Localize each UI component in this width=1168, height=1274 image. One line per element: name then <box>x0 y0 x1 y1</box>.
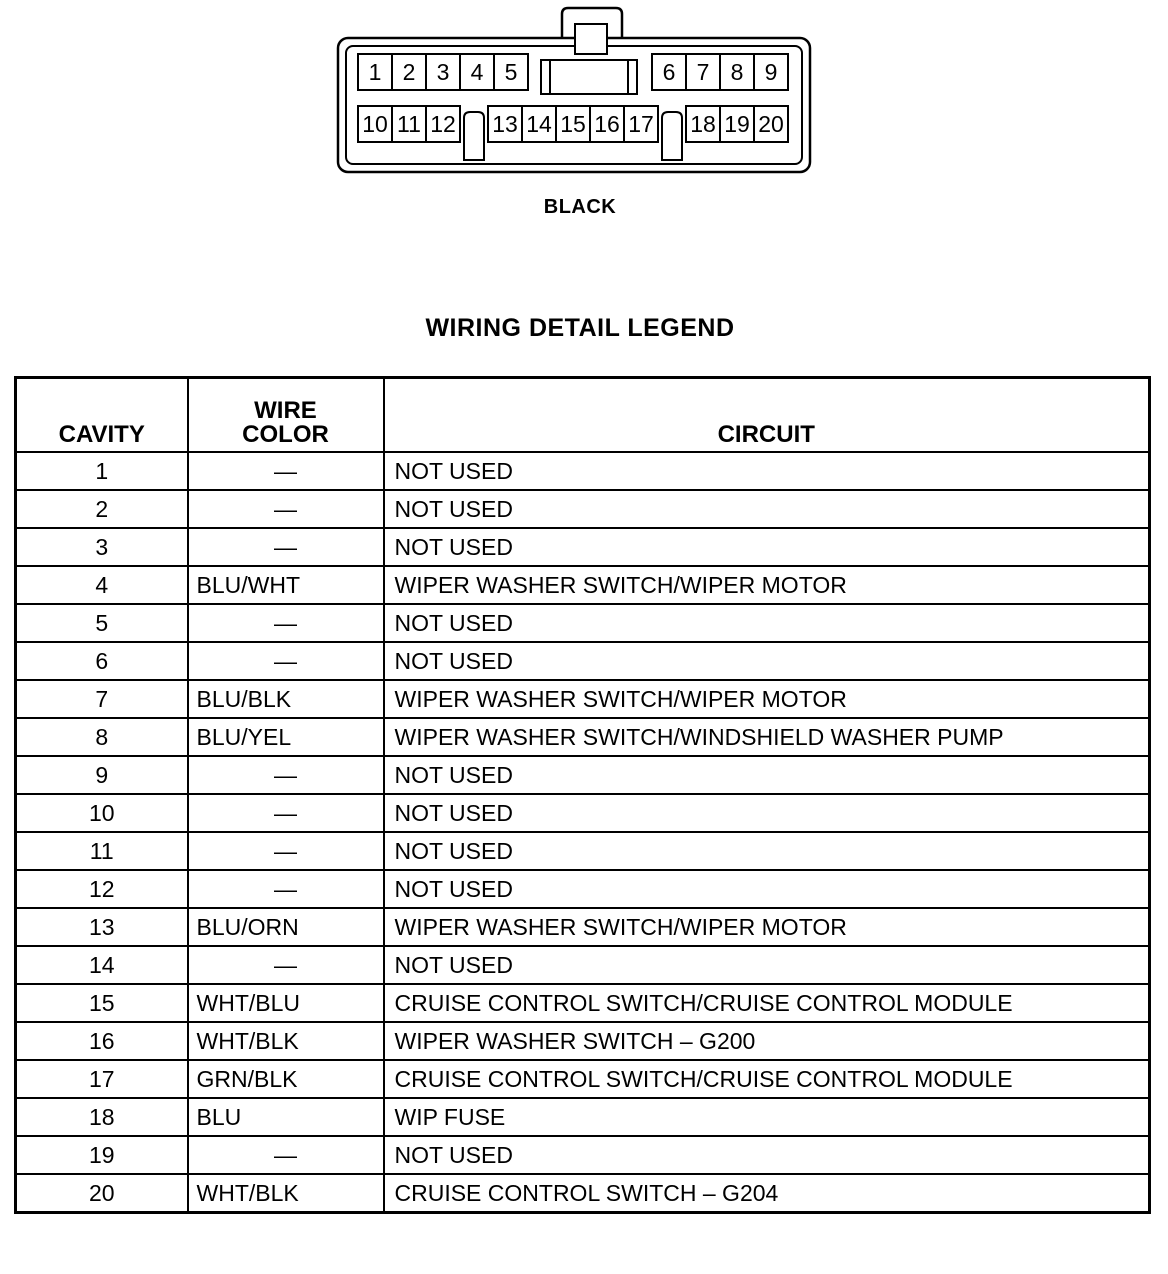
table-row <box>16 642 1150 680</box>
table-row <box>16 832 1150 870</box>
cell-wire-color: — <box>188 452 384 490</box>
cell-circuit: NOT USED <box>384 490 1150 528</box>
cell-wire-color: WHT/BLK <box>188 1174 384 1213</box>
cavity-group-top-left <box>358 54 528 90</box>
cavity-number: 17 <box>628 111 654 137</box>
table-row <box>16 528 1150 566</box>
cell-circuit: CRUISE CONTROL SWITCH – G204 <box>384 1174 1150 1213</box>
cell-cavity: 7 <box>16 680 188 718</box>
table-header-row <box>16 378 1150 453</box>
header-wire-color <box>188 378 384 453</box>
cell-circuit: NOT USED <box>384 946 1150 984</box>
cell-wire-color: BLU/BLK <box>188 680 384 718</box>
table-row <box>16 718 1150 756</box>
cell-circuit: NOT USED <box>384 604 1150 642</box>
header-circuit-label: CIRCUIT <box>717 421 815 448</box>
cavity-number: 3 <box>436 59 450 85</box>
cavity-number: 5 <box>504 59 518 85</box>
cavity-number: 4 <box>470 59 484 85</box>
cell-circuit: NOT USED <box>384 528 1150 566</box>
cell-cavity: 3 <box>16 528 188 566</box>
cell-cavity: 5 <box>16 604 188 642</box>
cell-circuit: WIPER WASHER SWITCH/WINDSHIELD WASHER PUMP <box>384 718 1150 756</box>
table-header <box>16 378 1150 453</box>
wiring-detail-table <box>14 376 1151 1214</box>
cell-wire-color: WHT/BLK <box>188 1022 384 1060</box>
cavity-number: 19 <box>724 111 750 137</box>
cavity-number: 13 <box>492 111 518 137</box>
connector-notch-right <box>662 112 682 160</box>
cell-wire-color: BLU <box>188 1098 384 1136</box>
cavity-number: 12 <box>430 111 456 137</box>
cell-wire-color: BLU/ORN <box>188 908 384 946</box>
cell-circuit: WIPER WASHER SWITCH/WIPER MOTOR <box>384 566 1150 604</box>
table-row <box>16 984 1150 1022</box>
cavity-group-bottom-right <box>686 106 788 142</box>
table-row <box>16 566 1150 604</box>
table-row <box>16 1174 1150 1213</box>
cavity-number: 18 <box>690 111 716 137</box>
connector-color-label: BLACK <box>543 196 617 218</box>
cell-wire-color: — <box>188 794 384 832</box>
cell-cavity: 4 <box>16 566 188 604</box>
cavity-number: 20 <box>758 111 784 137</box>
table-row <box>16 1022 1150 1060</box>
header-cavity-label: CAVITY <box>58 421 145 448</box>
cavity-group-bottom-middle <box>488 106 658 142</box>
table-row <box>16 490 1150 528</box>
table-row <box>16 946 1150 984</box>
cell-wire-color: BLU/YEL <box>188 718 384 756</box>
cell-circuit: NOT USED <box>384 642 1150 680</box>
cavity-number: 14 <box>526 111 552 137</box>
connector-key <box>541 60 637 94</box>
cell-wire-color: — <box>188 528 384 566</box>
cell-circuit: WIP FUSE <box>384 1098 1150 1136</box>
header-wire-color-line2: COLOR <box>242 421 329 448</box>
cell-wire-color: — <box>188 832 384 870</box>
cell-circuit: WIPER WASHER SWITCH/WIPER MOTOR <box>384 908 1150 946</box>
cavity-number: 2 <box>402 59 416 85</box>
table-row <box>16 1136 1150 1174</box>
cavity-number: 10 <box>362 111 388 137</box>
cell-circuit: NOT USED <box>384 870 1150 908</box>
cell-wire-color: — <box>188 946 384 984</box>
cell-cavity: 11 <box>16 832 188 870</box>
cell-wire-color: — <box>188 604 384 642</box>
cell-wire-color: — <box>188 756 384 794</box>
cell-cavity: 15 <box>16 984 188 1022</box>
cavity-number: 7 <box>696 59 710 85</box>
header-cavity <box>16 378 188 453</box>
table-row <box>16 908 1150 946</box>
cell-cavity: 17 <box>16 1060 188 1098</box>
cavity-group-bottom-left <box>358 106 460 142</box>
cell-wire-color: — <box>188 870 384 908</box>
table-row <box>16 452 1150 490</box>
cell-wire-color: BLU/WHT <box>188 566 384 604</box>
cell-cavity: 16 <box>16 1022 188 1060</box>
table-row <box>16 604 1150 642</box>
cell-circuit: WIPER WASHER SWITCH/WIPER MOTOR <box>384 680 1150 718</box>
cell-cavity: 2 <box>16 490 188 528</box>
cell-wire-color: — <box>188 642 384 680</box>
cell-circuit: CRUISE CONTROL SWITCH/CRUISE CONTROL MODULE <box>384 1060 1150 1098</box>
legend-title: WIRING DETAIL LEGEND <box>425 314 735 342</box>
cell-cavity: 20 <box>16 1174 188 1213</box>
table-body <box>16 452 1150 1213</box>
cavity-number: 8 <box>730 59 744 85</box>
cell-circuit: NOT USED <box>384 1136 1150 1174</box>
cell-cavity: 18 <box>16 1098 188 1136</box>
cell-circuit: NOT USED <box>384 832 1150 870</box>
table-row <box>16 794 1150 832</box>
cell-wire-color: WHT/BLU <box>188 984 384 1022</box>
cell-cavity: 1 <box>16 452 188 490</box>
table-row <box>16 870 1150 908</box>
cell-cavity: 9 <box>16 756 188 794</box>
cell-cavity: 12 <box>16 870 188 908</box>
cell-cavity: 19 <box>16 1136 188 1174</box>
cavity-number: 15 <box>560 111 586 137</box>
cell-cavity: 6 <box>16 642 188 680</box>
cavity-number: 9 <box>764 59 778 85</box>
cell-circuit: NOT USED <box>384 452 1150 490</box>
cell-wire-color: — <box>188 490 384 528</box>
connector-latch-window <box>575 24 607 54</box>
table-row <box>16 1098 1150 1136</box>
connector-notch-left <box>464 112 484 160</box>
cavity-number: 1 <box>368 59 382 85</box>
header-wire-color-line1: WIRE <box>254 397 317 424</box>
cell-wire-color: GRN/BLK <box>188 1060 384 1098</box>
cell-cavity: 10 <box>16 794 188 832</box>
header-circuit <box>384 378 1150 453</box>
cell-circuit: WIPER WASHER SWITCH – G200 <box>384 1022 1150 1060</box>
cell-cavity: 13 <box>16 908 188 946</box>
cell-cavity: 14 <box>16 946 188 984</box>
cell-circuit: NOT USED <box>384 794 1150 832</box>
cavity-group-top-right <box>652 54 788 90</box>
cavity-number: 16 <box>594 111 620 137</box>
cell-circuit: CRUISE CONTROL SWITCH/CRUISE CONTROL MODULE <box>384 984 1150 1022</box>
cavity-number: 6 <box>662 59 676 85</box>
cell-wire-color: — <box>188 1136 384 1174</box>
table-row <box>16 1060 1150 1098</box>
table-row <box>16 756 1150 794</box>
cell-circuit: NOT USED <box>384 756 1150 794</box>
cavity-number: 11 <box>397 111 421 137</box>
cell-cavity: 8 <box>16 718 188 756</box>
table-row <box>16 680 1150 718</box>
